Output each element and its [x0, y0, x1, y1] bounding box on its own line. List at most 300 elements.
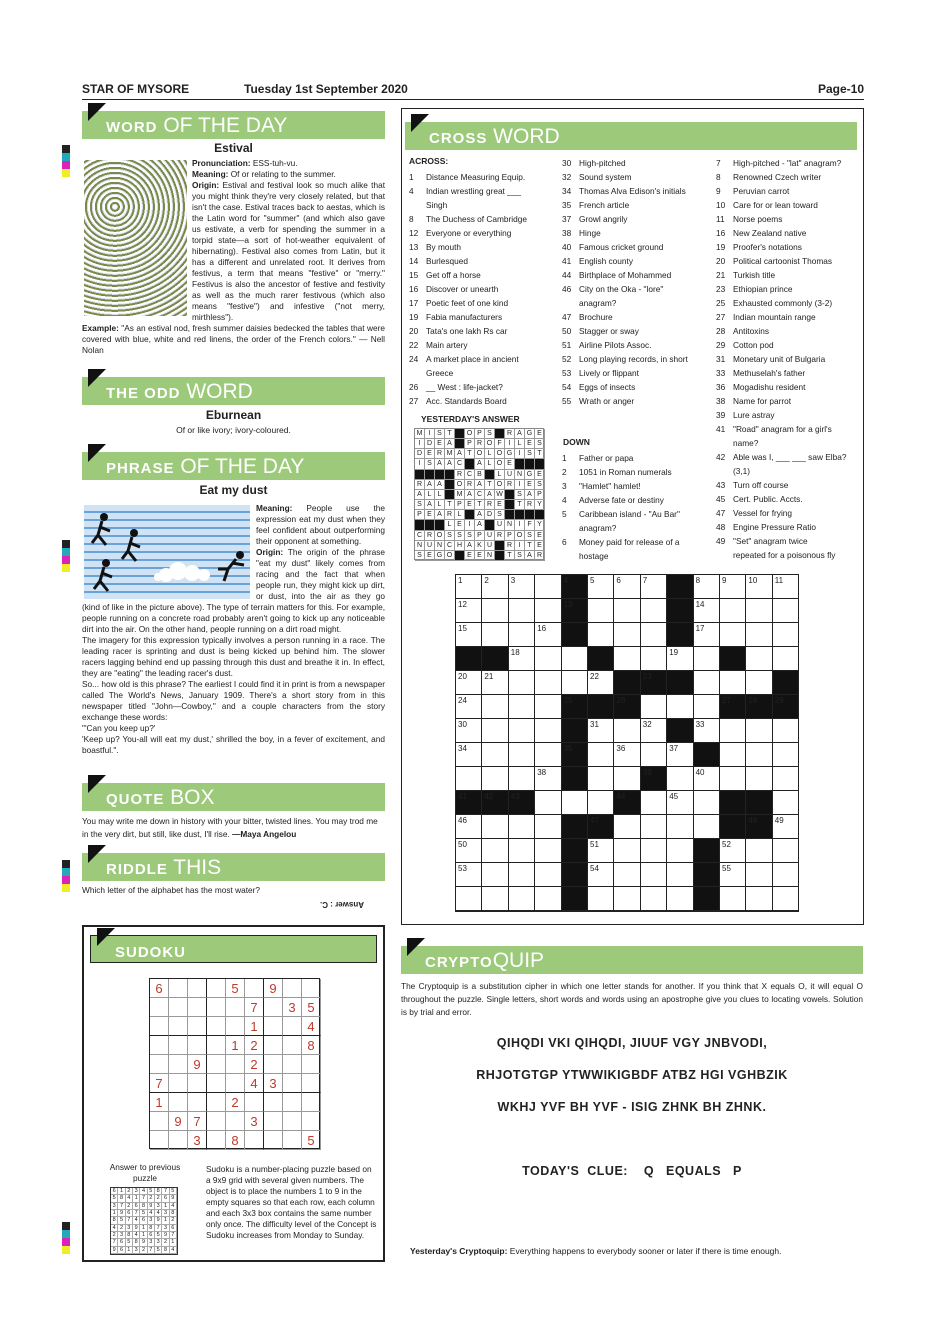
crossword-cell[interactable]	[482, 743, 508, 767]
crossword-cell[interactable]	[720, 767, 746, 791]
crossword-cell[interactable]	[720, 671, 746, 695]
crossword-cell[interactable]	[614, 719, 640, 743]
sudoku-cell[interactable]	[264, 1036, 283, 1055]
crossword-cell[interactable]: 19	[667, 647, 693, 671]
answer-cell: A	[475, 520, 485, 530]
sudoku-cell[interactable]	[169, 1074, 188, 1093]
sudoku-cell[interactable]	[226, 998, 245, 1017]
sudoku-cell[interactable]: 3	[188, 1131, 207, 1150]
sudoku-cell[interactable]	[245, 1093, 264, 1112]
crossword-cell[interactable]: 33	[694, 719, 720, 743]
clue-item: 47 Brochure	[562, 312, 613, 322]
crossword-cell[interactable]	[482, 623, 508, 647]
crossword-cell[interactable]: 50	[456, 839, 482, 863]
sudoku-cell[interactable]	[302, 1074, 321, 1093]
answer-cell: S	[415, 551, 425, 561]
sudoku-answer-cell: 3	[148, 1217, 155, 1224]
black-square	[562, 767, 588, 791]
sudoku-cell[interactable]	[283, 1131, 302, 1150]
crossword-cell[interactable]	[641, 647, 667, 671]
crossword-cell[interactable]: 24	[456, 695, 482, 719]
crossword-cell[interactable]	[614, 599, 640, 623]
sudoku-cell[interactable]	[226, 1074, 245, 1093]
crossword-cell[interactable]	[588, 743, 614, 767]
sudoku-cell[interactable]	[264, 1017, 283, 1036]
sudoku-cell[interactable]	[150, 1131, 169, 1150]
sudoku-cell[interactable]	[150, 1055, 169, 1074]
crossword-cell[interactable]	[667, 839, 693, 863]
sudoku-answer-cell: 7	[148, 1247, 155, 1254]
crossword-cell[interactable]: 3	[509, 575, 535, 599]
crossword-cell[interactable]: 1	[456, 575, 482, 599]
crossword-cell[interactable]	[746, 599, 772, 623]
sudoku-cell[interactable]	[188, 998, 207, 1017]
crossword-cell[interactable]	[535, 671, 561, 695]
crossword-cell[interactable]: 9	[720, 575, 746, 599]
crossword-cell[interactable]: 53	[456, 863, 482, 887]
clue-item: 3 "Hamlet" hamlet!	[562, 481, 641, 491]
sudoku-cell[interactable]: 9	[188, 1055, 207, 1074]
sudoku-cell[interactable]: 1	[226, 1036, 245, 1055]
sudoku-answer-cell: 3	[111, 1203, 118, 1210]
crossword-cell[interactable]: 34	[456, 743, 482, 767]
crossword-cell[interactable]	[509, 863, 535, 887]
crossword-cell[interactable]: 16	[535, 623, 561, 647]
crossword-cell[interactable]	[720, 743, 746, 767]
sudoku-cell[interactable]: 1	[245, 1017, 264, 1036]
sudoku-cell[interactable]	[264, 1055, 283, 1074]
crossword-cell[interactable]: 40	[694, 767, 720, 791]
clue-item: 41 "Road" anagram for a girl's	[716, 424, 832, 434]
crossword-cell[interactable]	[509, 767, 535, 791]
black-square: 47	[588, 815, 614, 839]
crossword-cell[interactable]: 11	[773, 575, 799, 599]
black-square	[694, 839, 720, 863]
crossword-cell[interactable]	[694, 671, 720, 695]
sudoku-cell[interactable]	[302, 1112, 321, 1131]
down-clues-2	[716, 156, 846, 562]
sudoku-cell[interactable]	[264, 998, 283, 1017]
crossword-cell[interactable]	[773, 743, 799, 767]
sudoku-cell[interactable]: 9	[169, 1112, 188, 1131]
sudoku-cell[interactable]	[207, 1074, 226, 1093]
sudoku-cell[interactable]	[283, 1017, 302, 1036]
crossword-cell[interactable]	[535, 863, 561, 887]
crossword-cell[interactable]	[535, 647, 561, 671]
crossword-cell[interactable]	[509, 671, 535, 695]
crossword-grid[interactable]	[455, 574, 799, 912]
clue-item: 41 English county	[562, 256, 633, 266]
crossword-cell[interactable]	[509, 623, 535, 647]
clue-item: 5 Caribbean island - "Au Bar"	[562, 509, 680, 519]
sudoku-cell[interactable]	[169, 1131, 188, 1150]
sudoku-cell[interactable]	[283, 1112, 302, 1131]
sudoku-cell[interactable]	[188, 1093, 207, 1112]
sudoku-cell[interactable]	[207, 1112, 226, 1131]
sudoku-cell[interactable]: 2	[245, 1055, 264, 1074]
clue-item: hostage	[579, 551, 609, 561]
sudoku-cell[interactable]	[188, 1017, 207, 1036]
sudoku-cell[interactable]: 8	[302, 1036, 321, 1055]
odd-word-banner: THE ODD WORD	[82, 377, 385, 405]
crossword-cell[interactable]: 7	[641, 575, 667, 599]
crossword-cell[interactable]	[614, 815, 640, 839]
crossword-cell[interactable]	[535, 575, 561, 599]
crossword-cell[interactable]: 18	[509, 647, 535, 671]
sudoku-cell[interactable]: 2	[226, 1093, 245, 1112]
sudoku-answer-cell: 4	[133, 1217, 140, 1224]
sudoku-answer-cell: 4	[170, 1247, 177, 1254]
sudoku-cell[interactable]	[188, 1036, 207, 1055]
registration-mark	[62, 540, 70, 572]
answer-cell	[455, 439, 465, 449]
crossword-cell[interactable]	[456, 887, 482, 911]
crossword-cell[interactable]: 38	[535, 767, 561, 791]
sudoku-cell[interactable]: 9	[264, 979, 283, 998]
sudoku-answer-cell: 1	[162, 1203, 169, 1210]
answer-cell	[485, 470, 495, 480]
sudoku-cell[interactable]	[169, 979, 188, 998]
crossword-cell[interactable]	[482, 815, 508, 839]
clue-item: 8 The Duchess of Cambridge	[409, 214, 527, 224]
crossword-cell[interactable]: 14	[694, 599, 720, 623]
sudoku-answer-cell: 2	[140, 1247, 147, 1254]
crossword-cell[interactable]	[694, 647, 720, 671]
crossword-cell[interactable]	[588, 791, 614, 815]
clue-item: 33 Methuselah's father	[716, 368, 806, 378]
sudoku-cell[interactable]: 6	[150, 979, 169, 998]
crossword-cell[interactable]	[588, 599, 614, 623]
sudoku-cell[interactable]	[264, 1112, 283, 1131]
sudoku-cell[interactable]	[226, 1112, 245, 1131]
crossword-cell[interactable]	[562, 647, 588, 671]
clue-item: 16 Discover or unearth	[409, 284, 499, 294]
crossword-cell[interactable]	[482, 599, 508, 623]
clue-item: 23 Ethiopian prince	[716, 284, 793, 294]
sudoku-answer-cell: 6	[126, 1210, 133, 1217]
sudoku-cell[interactable]	[207, 998, 226, 1017]
sudoku-cell[interactable]	[207, 1017, 226, 1036]
answer-cell: R	[445, 510, 455, 520]
crossword-cell[interactable]	[773, 647, 799, 671]
crossword-cell[interactable]	[614, 863, 640, 887]
sudoku-cell[interactable]	[188, 979, 207, 998]
sudoku-cell[interactable]: 4	[302, 1017, 321, 1036]
crossword-cell[interactable]	[456, 767, 482, 791]
crossword-cell[interactable]	[773, 599, 799, 623]
clue-item: 48 Engine Pressure Ratio	[716, 522, 817, 532]
crossword-cell[interactable]	[641, 695, 667, 719]
crossword-cell[interactable]: 10	[746, 575, 772, 599]
crossword-cell[interactable]	[720, 599, 746, 623]
sudoku-cell[interactable]	[150, 1017, 169, 1036]
answer-cell	[485, 520, 495, 530]
sudoku-cell[interactable]: 7	[150, 1074, 169, 1093]
clue-item: repeated for a poisonous fly	[733, 550, 836, 560]
sudoku-cell[interactable]	[264, 1093, 283, 1112]
crossword-cell[interactable]	[562, 671, 588, 695]
answer-cell: I	[505, 439, 515, 449]
crossword-cell[interactable]	[773, 887, 799, 911]
crossword-cell[interactable]: 15	[456, 623, 482, 647]
black-square: 35	[562, 743, 588, 767]
crossword-cell[interactable]	[746, 671, 772, 695]
yesterday-answer-grid	[414, 428, 544, 560]
answer-cell: A	[445, 439, 455, 449]
crossword-cell[interactable]	[746, 767, 772, 791]
crossword-cell[interactable]	[509, 887, 535, 911]
sudoku-cell[interactable]: 2	[245, 1036, 264, 1055]
clue-item: 49 "Set" anagram twice	[716, 536, 808, 546]
crossword-cell[interactable]: 51	[588, 839, 614, 863]
crossword-cell[interactable]	[746, 623, 772, 647]
crossword-cell[interactable]	[482, 719, 508, 743]
odd-word-meaning: Of or like ivory; ivory-coloured.	[176, 425, 291, 435]
answer-cell	[495, 429, 505, 439]
crossword-cell[interactable]	[509, 719, 535, 743]
crossword-cell[interactable]	[614, 887, 640, 911]
crossword-cell[interactable]: 49	[773, 815, 799, 839]
crossword-cell[interactable]	[667, 887, 693, 911]
crossword-cell[interactable]: 22	[588, 671, 614, 695]
crossword-cell[interactable]: 31	[588, 719, 614, 743]
sudoku-cell[interactable]	[283, 1074, 302, 1093]
crossword-cell[interactable]: 37	[667, 743, 693, 767]
answer-cell: E	[525, 480, 535, 490]
crossword-cell[interactable]	[509, 815, 535, 839]
crossword-cell[interactable]	[614, 623, 640, 647]
clue-item: 53 Lively or flippant	[562, 368, 639, 378]
crossword-cell[interactable]: 2	[482, 575, 508, 599]
sudoku-cell[interactable]	[245, 1131, 264, 1150]
crossword-cell[interactable]	[720, 623, 746, 647]
crossword-cell[interactable]	[614, 647, 640, 671]
sudoku-cell[interactable]	[169, 998, 188, 1017]
sudoku-answer-cell: 6	[111, 1188, 118, 1195]
clue-item: 37 Growl angrily	[562, 214, 628, 224]
answer-cell	[525, 459, 535, 469]
sudoku-cell[interactable]	[207, 1093, 226, 1112]
sudoku-cell[interactable]	[245, 979, 264, 998]
answer-cell: U	[485, 531, 495, 541]
crossword-cell[interactable]	[667, 815, 693, 839]
crossword-cell[interactable]	[746, 719, 772, 743]
crossword-cell[interactable]	[614, 839, 640, 863]
sudoku-answer-cell: 7	[118, 1203, 125, 1210]
crossword-cell[interactable]: 5	[588, 575, 614, 599]
crossword-cell[interactable]: 55	[720, 863, 746, 887]
crossword-cell[interactable]: 20	[456, 671, 482, 695]
crossword-cell[interactable]	[641, 791, 667, 815]
crossword-cell[interactable]	[720, 719, 746, 743]
sudoku-cell[interactable]: 4	[245, 1074, 264, 1093]
sudoku-cell[interactable]: 3	[283, 998, 302, 1017]
clue-item: 34 Thomas Alva Edison's initials	[562, 186, 686, 196]
sudoku-cell[interactable]	[283, 1093, 302, 1112]
answer-cell: A	[435, 510, 445, 520]
crossword-cell[interactable]	[482, 695, 508, 719]
clue-item: 25 Exhausted commonly (3-2)	[716, 298, 833, 308]
clue-item: 40 Famous cricket ground	[562, 242, 664, 252]
crossword-cell[interactable]	[509, 599, 535, 623]
sudoku-cell[interactable]	[188, 1074, 207, 1093]
sudoku-answer-cell: 1	[111, 1210, 118, 1217]
crossword-cell[interactable]	[535, 815, 561, 839]
answer-cell: S	[535, 480, 545, 490]
crossword-cell[interactable]	[641, 887, 667, 911]
crossword-cell[interactable]	[535, 791, 561, 815]
answer-cell: E	[425, 510, 435, 520]
sudoku-cell[interactable]: 3	[264, 1074, 283, 1093]
crossword-cell[interactable]	[746, 839, 772, 863]
sudoku-cell[interactable]	[169, 1036, 188, 1055]
sudoku-description: Sudoku is a number-placing puzzle based on a 9x9 grid with several given numbers. The object is to place the numbers 1 to 9 in the empty squares so that each row, each column and each 3x3 box contains the same number only once. The difficulty level of the Concept is Sudoku increases from Monday to Sunday.	[206, 1164, 377, 1240]
sudoku-cell[interactable]	[207, 979, 226, 998]
crossword-cell[interactable]	[482, 887, 508, 911]
crossword-cell[interactable]	[535, 839, 561, 863]
crossword-cell[interactable]: 52	[720, 839, 746, 863]
crossword-cell[interactable]	[535, 719, 561, 743]
crossword-cell[interactable]	[509, 839, 535, 863]
sudoku-answer-cell: 6	[140, 1217, 147, 1224]
crossword-cell[interactable]: 30	[456, 719, 482, 743]
sudoku-cell[interactable]	[169, 1093, 188, 1112]
answer-cell: E	[535, 541, 545, 551]
crossword-cell[interactable]	[588, 623, 614, 647]
black-square	[667, 671, 693, 695]
sudoku-cell[interactable]: 3	[245, 1112, 264, 1131]
crossword-cell[interactable]	[773, 839, 799, 863]
sudoku-cell[interactable]	[150, 1036, 169, 1055]
answer-cell: T	[525, 541, 535, 551]
sudoku-cell[interactable]	[264, 1131, 283, 1150]
black-square	[562, 719, 588, 743]
crossword-cell[interactable]	[535, 695, 561, 719]
crossword-cell[interactable]	[482, 863, 508, 887]
crossword-cell[interactable]	[667, 863, 693, 887]
answer-cell: I	[515, 480, 525, 490]
answer-cell	[535, 510, 545, 520]
sudoku-cell[interactable]: 1	[150, 1093, 169, 1112]
crossword-cell[interactable]	[720, 887, 746, 911]
crossword-cell[interactable]	[694, 695, 720, 719]
sudoku-cell[interactable]	[226, 1017, 245, 1036]
sudoku-cell[interactable]	[302, 1093, 321, 1112]
crossword-cell[interactable]: 21	[482, 671, 508, 695]
crossword-cell[interactable]	[641, 815, 667, 839]
crossword-cell[interactable]	[614, 767, 640, 791]
crossword-cell[interactable]	[482, 839, 508, 863]
crossword-cell[interactable]	[694, 815, 720, 839]
crossword-cell[interactable]: 17	[694, 623, 720, 647]
sudoku-cell[interactable]	[283, 1036, 302, 1055]
crossword-cell[interactable]: 46	[456, 815, 482, 839]
sudoku-cell[interactable]: 5	[302, 998, 321, 1017]
answer-cell: R	[505, 480, 515, 490]
crossword-cell[interactable]	[773, 719, 799, 743]
sudoku-answer-cell: 8	[118, 1195, 125, 1202]
sudoku-cell[interactable]	[150, 998, 169, 1017]
crossword-cell[interactable]	[746, 887, 772, 911]
crossword-cell[interactable]	[773, 863, 799, 887]
crossword-cell[interactable]	[482, 767, 508, 791]
sudoku-cell[interactable]: 8	[226, 1131, 245, 1150]
clue-item: 28 Antitoxins	[716, 326, 769, 336]
crossword-cell[interactable]	[773, 767, 799, 791]
crossword-cell[interactable]	[773, 623, 799, 647]
crossword-cell[interactable]	[509, 743, 535, 767]
crossword-cell[interactable]	[746, 647, 772, 671]
answer-cell: C	[465, 470, 475, 480]
answer-cell: R	[495, 531, 505, 541]
crossword-cell[interactable]: 32	[641, 719, 667, 743]
sudoku-cell[interactable]: 5	[226, 979, 245, 998]
crossword-cell[interactable]: 12	[456, 599, 482, 623]
answer-cell: S	[455, 531, 465, 541]
sudoku-cell[interactable]	[207, 1036, 226, 1055]
crossword-cell[interactable]	[509, 695, 535, 719]
sudoku-cell[interactable]: 5	[302, 1131, 321, 1150]
sudoku-cell[interactable]: 7	[188, 1112, 207, 1131]
sudoku-cell[interactable]	[169, 1055, 188, 1074]
sudoku-cell[interactable]	[283, 1055, 302, 1074]
crossword-cell[interactable]	[667, 695, 693, 719]
crossword-cell[interactable]	[641, 863, 667, 887]
crossword-cell[interactable]: 54	[588, 863, 614, 887]
crossword-cell[interactable]	[562, 791, 588, 815]
crossword-cell[interactable]	[535, 743, 561, 767]
crossword-cell[interactable]	[667, 767, 693, 791]
sudoku-cell[interactable]	[207, 1055, 226, 1074]
sudoku-cell[interactable]	[169, 1017, 188, 1036]
sudoku-cell[interactable]	[150, 1112, 169, 1131]
crossword-cell[interactable]	[641, 623, 667, 647]
answer-cell: P	[475, 531, 485, 541]
sudoku-cell[interactable]	[207, 1131, 226, 1150]
crossword-cell[interactable]	[588, 767, 614, 791]
crossword-cell[interactable]	[746, 743, 772, 767]
crossword-cell[interactable]	[746, 863, 772, 887]
sudoku-answer-cell: 9	[148, 1203, 155, 1210]
sudoku-cell[interactable]: 7	[245, 998, 264, 1017]
answer-cell	[505, 500, 515, 510]
sudoku-answer-cell: 9	[133, 1225, 140, 1232]
crossword-cell[interactable]: 45	[667, 791, 693, 815]
sudoku-cell[interactable]	[302, 1055, 321, 1074]
crossword-cell[interactable]	[641, 599, 667, 623]
sudoku-cell[interactable]	[283, 979, 302, 998]
crossword-cell[interactable]	[535, 887, 561, 911]
sudoku-answer-cell: 5	[126, 1239, 133, 1246]
crossword-cell[interactable]	[588, 887, 614, 911]
sudoku-cell[interactable]	[302, 979, 321, 998]
answer-cell: R	[535, 551, 545, 561]
sudoku-grid[interactable]	[149, 978, 320, 1149]
crossword-cell[interactable]	[694, 791, 720, 815]
answer-cell: G	[435, 551, 445, 561]
crossword-cell[interactable]: 6	[614, 575, 640, 599]
crossword-cell[interactable]	[773, 791, 799, 815]
crossword-cell[interactable]	[641, 839, 667, 863]
answer-cell: R	[505, 541, 515, 551]
answer-cell: M	[455, 490, 465, 500]
crossword-cell[interactable]: 36	[614, 743, 640, 767]
sudoku-cell[interactable]	[226, 1055, 245, 1074]
answer-cell	[445, 470, 455, 480]
crossword-cell[interactable]	[641, 743, 667, 767]
crossword-cell[interactable]: 8	[694, 575, 720, 599]
crossword-cell[interactable]	[535, 599, 561, 623]
